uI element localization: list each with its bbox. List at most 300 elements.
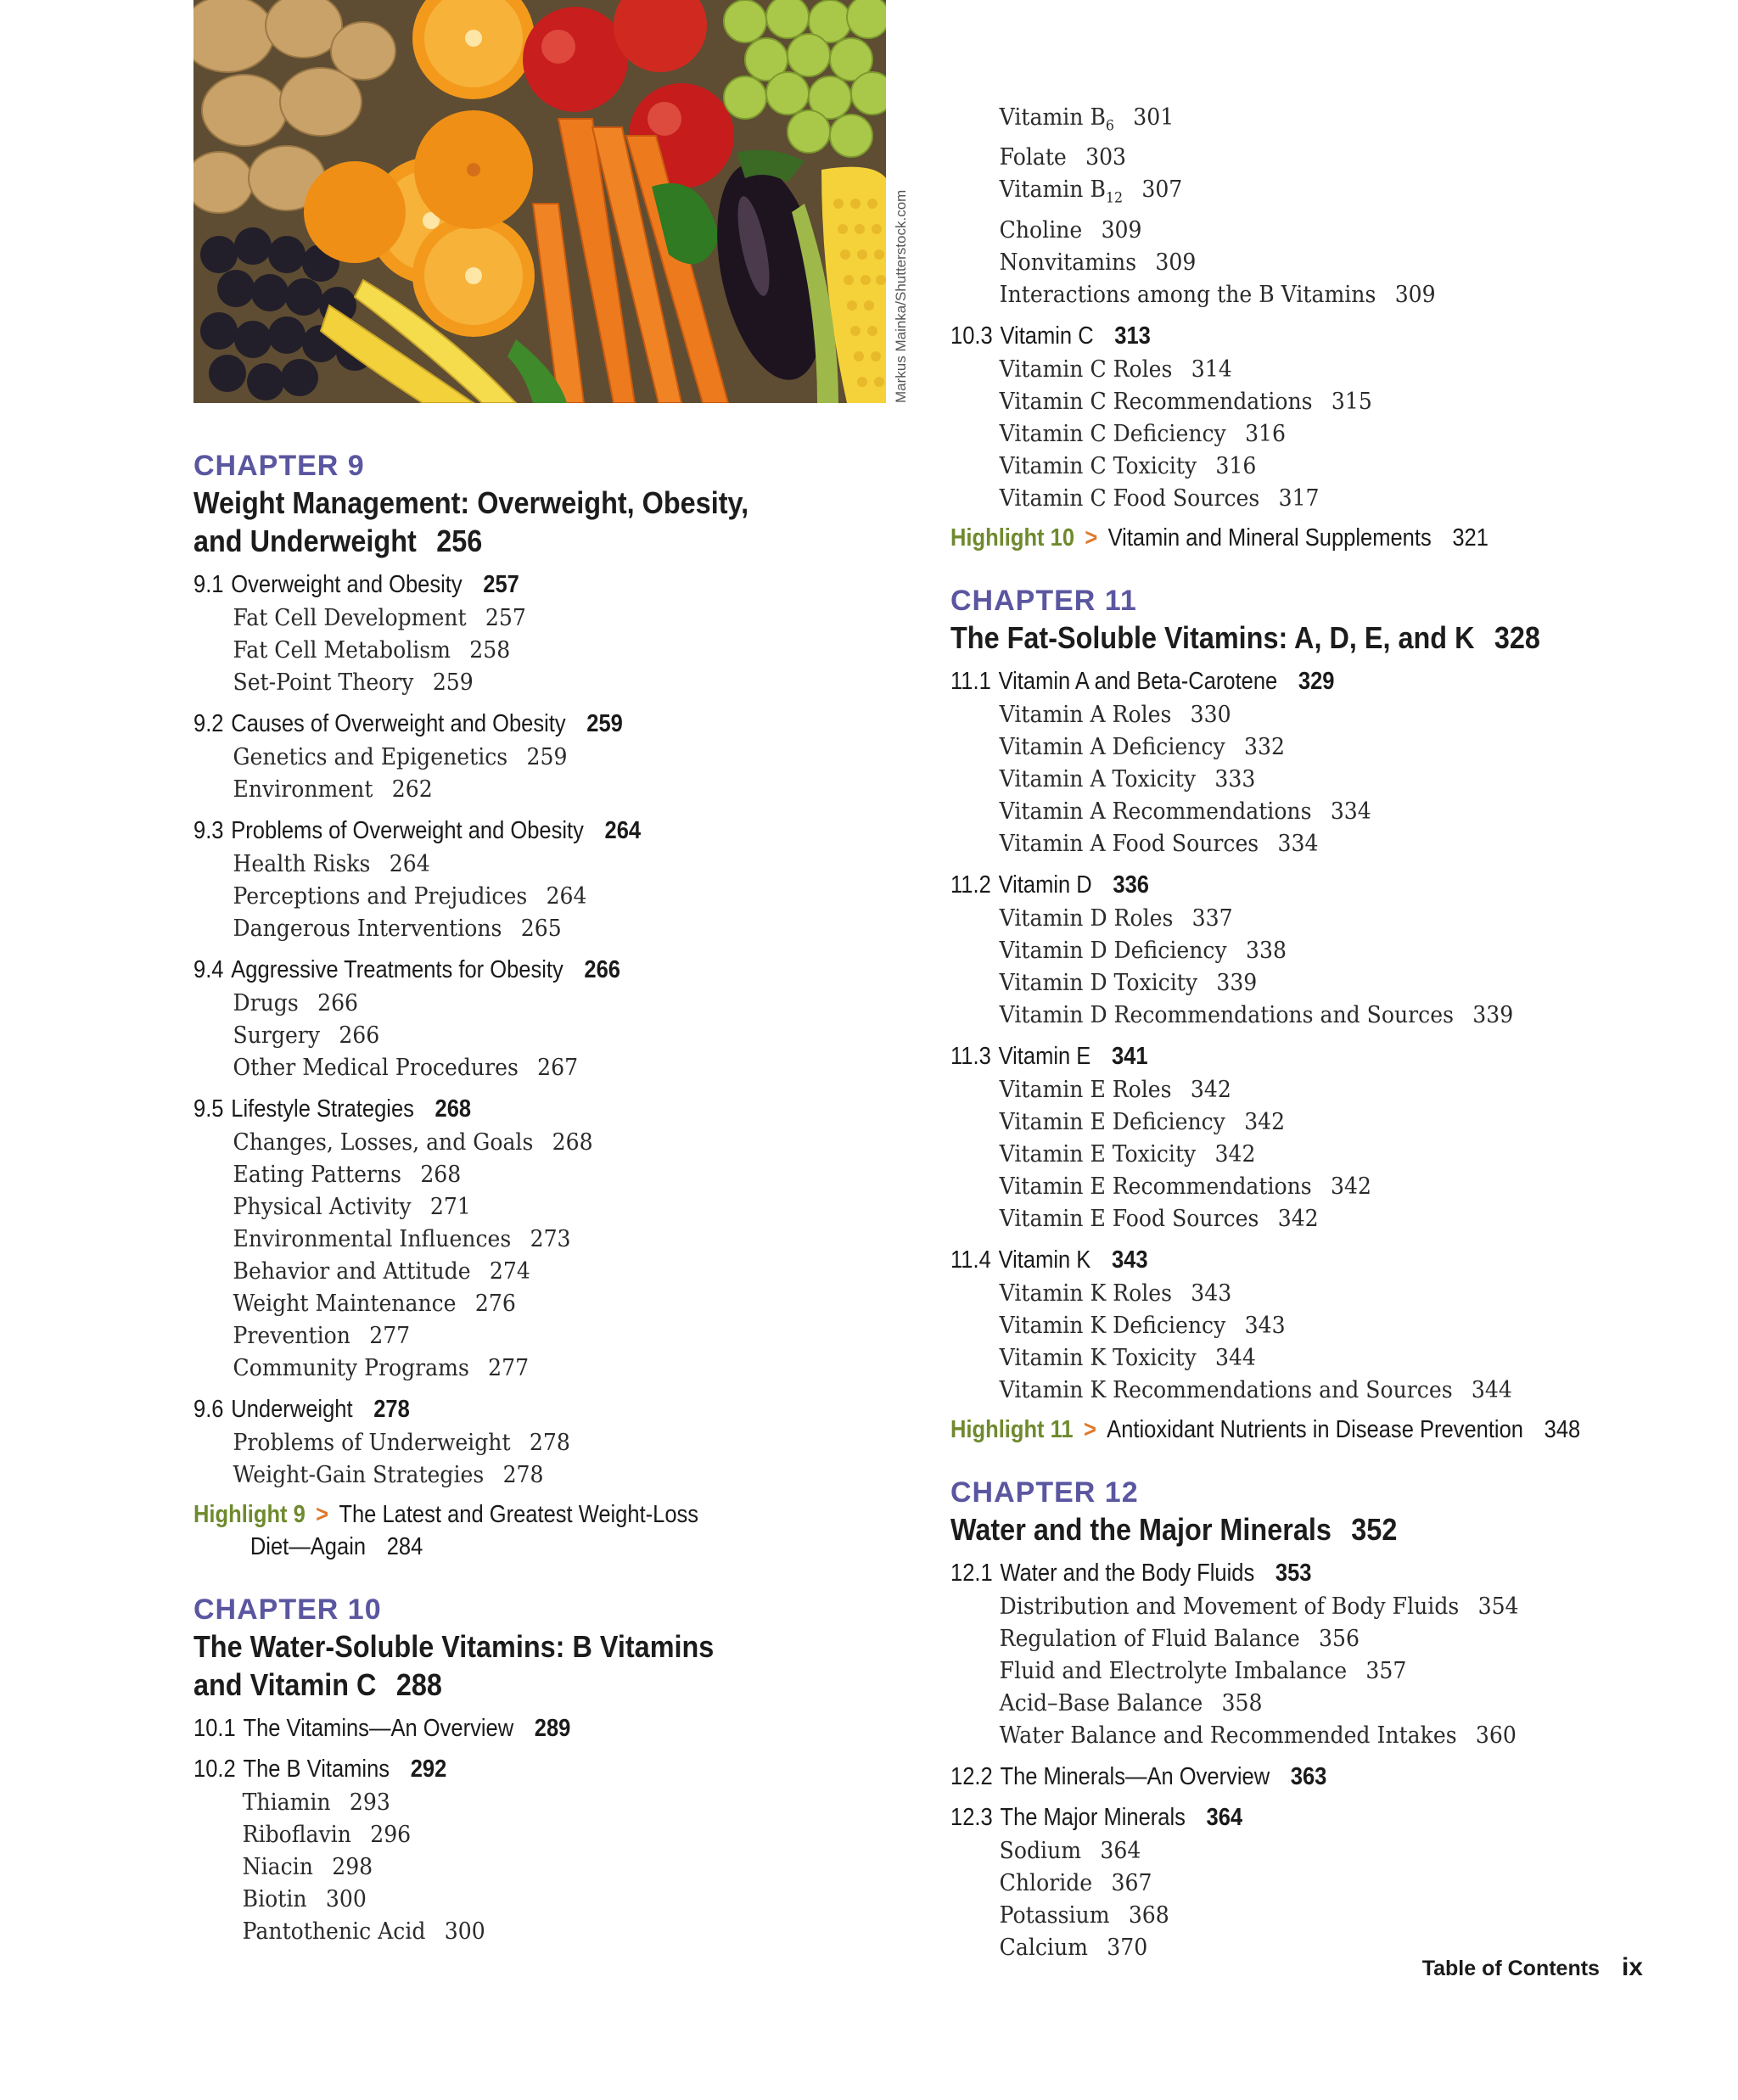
section-number: 9.1 [193, 571, 224, 598]
highlight-title-cont: Diet—Again [249, 1533, 367, 1560]
subsection-page: 317 [1278, 484, 1320, 512]
section-page: 336 [1113, 871, 1149, 899]
subsection-page: 360 [1475, 1722, 1517, 1749]
section-page: 278 [373, 1396, 410, 1423]
subsection-page: 342 [1244, 1108, 1286, 1135]
subsection-page: 337 [1191, 904, 1233, 932]
section-number: 10.2 [193, 1756, 236, 1783]
subsection-page: 367 [1111, 1869, 1152, 1896]
subsection-title: Water Balance and Recommended Intakes [999, 1722, 1457, 1749]
subsection-page: 296 [370, 1822, 412, 1848]
section-title: Lifestyle Strategies [231, 1095, 414, 1123]
toc-subsection[interactable] [950, 386, 1661, 418]
toc-subsection[interactable] [950, 1000, 1661, 1032]
produce-photo [193, 0, 886, 403]
highlight-page: 348 [1544, 1415, 1581, 1443]
chapter-title[interactable] [193, 484, 820, 560]
toc-subsection[interactable] [950, 1591, 1661, 1623]
subsection-title: Weight Maintenance [233, 1291, 457, 1317]
subsection-title: Vitamin D Toxicity [999, 969, 1198, 996]
toc-subsection[interactable] [193, 1787, 841, 1819]
subsection-title: Vitamin E Toxicity [999, 1140, 1197, 1168]
photo-credit: Markus Mainka/Shutterstock.com [893, 189, 909, 403]
subsection-page: 259 [432, 669, 474, 696]
subsection-page: 339 [1472, 1001, 1514, 1028]
chapter-label: CHAPTER 12 [950, 1476, 1139, 1509]
subsection-title: Environmental Influences [233, 1226, 512, 1252]
subsection-title: Dangerous Interventions [233, 916, 502, 942]
chapter-label: CHAPTER 9 [193, 450, 365, 482]
subsection-title: Vitamin E Food Sources [999, 1205, 1259, 1232]
subsection-page: 314 [1191, 356, 1232, 383]
section-title: The Vitamins—An Overview [243, 1715, 514, 1742]
subsection-title: Sodium [999, 1837, 1082, 1864]
subsection-title: Vitamin K Roles [999, 1280, 1172, 1307]
toc-subsection[interactable] [193, 1819, 841, 1851]
subsection-page: 339 [1216, 969, 1258, 996]
section-number: 9.5 [193, 1095, 224, 1123]
subsection-page: 333 [1214, 765, 1256, 792]
section-number: 10.3 [950, 322, 993, 350]
section-title: Vitamin D [998, 871, 1092, 899]
toc-subsection[interactable] [193, 1427, 841, 1459]
toc-subsection[interactable] [193, 667, 841, 699]
subsection-page: 262 [391, 776, 433, 803]
toc-subsection[interactable] [950, 1171, 1661, 1203]
section-number: 11.4 [950, 1246, 991, 1274]
subsection-page: 276 [474, 1291, 516, 1317]
subsection-page: 342 [1190, 1076, 1231, 1103]
chapter-title-line: The Fat-Soluble Vitamins: A, D, E, and K [950, 619, 1475, 655]
toc-section[interactable] [950, 1801, 1623, 1834]
subsection-title: Surgery [233, 1022, 321, 1049]
subsection-title: Perceptions and Prejudices [233, 883, 528, 910]
subsection-title: Calcium [999, 1934, 1088, 1961]
section-title: Water and the Body Fluids [1000, 1559, 1255, 1587]
chevron-right-icon: > [1083, 1415, 1096, 1443]
highlight-title: Antioxidant Nutrients in Disease Prevention [1107, 1415, 1523, 1443]
subsection-title: Eating Patterns [233, 1162, 401, 1188]
section-page: 292 [410, 1756, 447, 1783]
toc-subsection[interactable] [193, 1352, 841, 1385]
subsection-title: Physical Activity [233, 1194, 412, 1220]
section-page: 341 [1111, 1042, 1148, 1070]
subsection-title: Vitamin D Deficiency [999, 937, 1227, 964]
subsection-title: Distribution and Movement of Body Fluids [999, 1593, 1460, 1620]
subsection-title: Vitamin C Deficiency [999, 420, 1226, 447]
subsection-title: Vitamin C Roles [999, 356, 1173, 383]
highlight-title: The Latest and Greatest Weight-Loss [339, 1501, 699, 1528]
subsection-title: Prevention [233, 1323, 350, 1349]
subsection-page: 300 [444, 1918, 485, 1945]
subsection-title: Health Risks [233, 851, 371, 877]
running-footer-title: Table of Contents [1421, 1957, 1600, 1980]
toc-subsection[interactable] [950, 1375, 1661, 1407]
toc-left-column [193, 448, 889, 1948]
section-title: Underweight [231, 1396, 353, 1423]
subsection-page: 303 [1085, 144, 1127, 171]
subsection-page: 315 [1331, 388, 1372, 415]
subsection-page: 342 [1331, 1173, 1371, 1200]
chapter-page: 288 [395, 1667, 442, 1702]
subsection-page: 357 [1365, 1657, 1407, 1684]
subsection-title: Vitamin A Toxicity [999, 765, 1197, 792]
subsection-page: 368 [1128, 1901, 1169, 1929]
page-number: ix [1621, 1953, 1643, 1981]
toc-subsection[interactable] [950, 1623, 1661, 1655]
section-title: Vitamin K [998, 1246, 1091, 1274]
chevron-right-icon: > [316, 1501, 329, 1528]
subsection-title: Behavior and Attitude [233, 1258, 471, 1285]
subsection-title: Vitamin C Recommendations [999, 388, 1313, 415]
subsection-page: 370 [1107, 1934, 1148, 1961]
chapter-title-line: and Vitamin C [193, 1667, 377, 1702]
subsection-page: 343 [1191, 1280, 1232, 1307]
subsection-title: Regulation of Fluid Balance [999, 1625, 1300, 1652]
highlight-title: Vitamin and Mineral Supplements [1107, 524, 1432, 552]
page-footer [1422, 1953, 1643, 1982]
toc-subsection[interactable] [950, 279, 1661, 311]
subsection-page: 298 [332, 1854, 373, 1880]
subsection-page: 266 [317, 990, 359, 1016]
toc-subsection[interactable] [193, 1320, 841, 1352]
toc-subsection[interactable] [950, 1278, 1661, 1310]
subsection-title: Fat Cell Development [233, 605, 467, 631]
subsection-title: Vitamin A Roles [999, 701, 1172, 728]
subsection-title: Vitamin K Toxicity [999, 1344, 1197, 1371]
toc-section[interactable] [950, 1040, 1623, 1072]
section-page: 289 [534, 1715, 571, 1742]
toc-subsection[interactable] [193, 635, 841, 667]
toc-subsection[interactable] [950, 1835, 1661, 1868]
chapter-page: 256 [436, 524, 483, 558]
toc-subsection[interactable] [950, 174, 1661, 214]
subsection-title: Vitamin C Food Sources [999, 484, 1260, 512]
toc-section[interactable] [950, 320, 1623, 352]
section-title: The B Vitamins [243, 1756, 390, 1783]
toc-subsection[interactable] [950, 967, 1661, 1000]
subsection-page: 277 [488, 1355, 530, 1381]
subsection-page: 332 [1243, 733, 1285, 760]
toc-section[interactable] [193, 568, 806, 601]
subsection-page: 278 [529, 1430, 570, 1456]
subsection-page: 334 [1277, 830, 1319, 857]
subsection-page: 268 [552, 1129, 593, 1156]
subsection-title: Interactions among the B Vitamins [999, 281, 1376, 308]
toc-section[interactable] [193, 708, 806, 740]
subsection-page: 266 [339, 1022, 380, 1049]
toc-subsection[interactable] [950, 1900, 1661, 1932]
subsection-page: 258 [469, 637, 511, 664]
chapter-title[interactable] [193, 1627, 820, 1704]
toc-subsection[interactable] [950, 1203, 1661, 1235]
toc-section[interactable] [950, 1244, 1623, 1276]
toc-section[interactable] [193, 815, 806, 847]
toc-section[interactable] [950, 665, 1623, 697]
highlight-page: 321 [1452, 524, 1489, 552]
toc-subsection[interactable] [193, 913, 841, 945]
highlight-entry[interactable] [950, 1414, 1623, 1446]
subsection-page: 342 [1277, 1205, 1319, 1232]
subscript: 6 [1105, 117, 1114, 135]
toc-subsection[interactable] [193, 742, 841, 774]
toc-subsection[interactable] [193, 1191, 841, 1224]
subsection-page: 257 [485, 605, 526, 631]
toc-subsection[interactable] [193, 774, 841, 806]
section-number: 9.4 [193, 956, 224, 983]
section-title: Vitamin C [1000, 322, 1094, 350]
section-number: 9.6 [193, 1396, 224, 1423]
section-number: 11.2 [950, 871, 991, 899]
toc-subsection[interactable] [950, 483, 1661, 515]
section-page: 363 [1290, 1762, 1327, 1790]
section-page: 313 [1114, 322, 1151, 350]
highlight-entry[interactable] [193, 1498, 806, 1563]
subsection-page: 364 [1100, 1837, 1141, 1864]
subsection-page: 309 [1155, 249, 1197, 276]
toc-subsection[interactable] [193, 1851, 841, 1884]
subsection-title: Vitamin E Deficiency [999, 1108, 1225, 1135]
subsection-title: Acid–Base Balance [999, 1689, 1203, 1716]
subsection-page: 278 [502, 1462, 544, 1488]
toc-section[interactable] [193, 1393, 806, 1425]
toc-subsection[interactable] [193, 881, 841, 913]
subscript: 12 [1105, 189, 1124, 207]
toc-subsection[interactable] [950, 1139, 1661, 1171]
toc-section[interactable] [950, 1557, 1623, 1589]
subsection-title: Changes, Losses, and Goals [233, 1129, 534, 1156]
section-number: 11.1 [950, 667, 991, 695]
subsection-title: Vitamin D Roles [999, 904, 1174, 932]
subsection-page: 344 [1214, 1344, 1256, 1371]
toc-subsection[interactable] [950, 354, 1661, 386]
section-title: Problems of Overweight and Obesity [231, 817, 584, 844]
subsection-page: 268 [420, 1162, 462, 1188]
chapter-12 [950, 1475, 1714, 1964]
subsection-title: Vitamin E Roles [999, 1076, 1172, 1103]
section-title: Aggressive Treatments for Obesity [231, 956, 563, 983]
toc-right-column [950, 100, 1714, 1964]
subsection-page: 277 [369, 1323, 411, 1349]
subsection-title: Niacin [242, 1854, 313, 1880]
section-page: 257 [483, 571, 519, 598]
subsection-page: 267 [537, 1055, 579, 1081]
chapter-title[interactable] [950, 619, 1638, 657]
toc-section[interactable] [950, 869, 1623, 901]
subsection-title: Choline [999, 216, 1083, 244]
section-page: 266 [584, 956, 620, 983]
section-title: Vitamin A and Beta-Carotene [998, 667, 1278, 695]
toc-subsection[interactable] [950, 731, 1661, 764]
subsection-title: Genetics and Epigenetics [233, 744, 508, 770]
subsection-title: Vitamin K Deficiency [999, 1312, 1226, 1339]
section-title: Causes of Overweight and Obesity [231, 710, 566, 737]
subsection-page: 273 [530, 1226, 571, 1252]
subsection-page: 316 [1245, 420, 1287, 447]
subsection-title: Environment [233, 776, 373, 803]
toc-section[interactable] [193, 954, 806, 986]
toc-section[interactable] [193, 1712, 806, 1744]
chapter-11 [950, 583, 1714, 1446]
toc-subsection[interactable] [950, 247, 1661, 279]
toc-subsection[interactable] [193, 848, 841, 881]
toc-subsection[interactable] [950, 1074, 1661, 1106]
subsection-title: Weight-Gain Strategies [233, 1462, 485, 1488]
section-number: 9.3 [193, 817, 224, 844]
subsection-page: 301 [1133, 104, 1175, 131]
subsection-page: 264 [546, 883, 587, 910]
chevron-right-icon: > [1085, 524, 1098, 552]
highlight-label: Highlight 10 [950, 524, 1075, 552]
subsection-page: 330 [1190, 701, 1231, 728]
toc-section[interactable] [193, 1753, 806, 1785]
highlight-label: Highlight 11 [950, 1415, 1074, 1443]
toc-subsection[interactable] [950, 418, 1661, 451]
toc-subsection[interactable] [950, 102, 1661, 142]
toc-subsection[interactable] [950, 764, 1661, 796]
subsection-page: 274 [489, 1258, 530, 1285]
toc-section[interactable] [193, 1093, 806, 1125]
subsection-title: Pantothenic Acid [242, 1918, 426, 1945]
toc-subsection[interactable] [193, 1884, 841, 1916]
toc-subsection[interactable] [193, 1052, 841, 1084]
section-page: 259 [586, 710, 623, 737]
toc-subsection[interactable] [193, 1916, 841, 1948]
toc-subsection[interactable] [950, 1106, 1661, 1139]
subsection-title: Vitamin B [999, 104, 1106, 131]
toc-subsection[interactable] [950, 1688, 1661, 1720]
section-number: 10.1 [193, 1715, 236, 1742]
subsection-title: Fluid and Electrolyte Imbalance [999, 1657, 1348, 1684]
subsection-title: Vitamin A Food Sources [999, 830, 1259, 857]
chapter-title-line: Weight Management: Overweight, Obesity, [193, 485, 749, 520]
subsection-page: 309 [1101, 216, 1142, 244]
subsection-page: 307 [1141, 176, 1183, 204]
subsection-page: 344 [1471, 1376, 1512, 1403]
toc-subsection[interactable] [193, 988, 841, 1020]
section-number: 9.2 [193, 710, 224, 737]
subsection-page: 338 [1245, 937, 1287, 964]
section-number: 12.1 [950, 1559, 993, 1587]
section-title: Vitamin E [998, 1042, 1091, 1070]
section-page: 264 [604, 817, 642, 844]
toc-subsection[interactable] [950, 1310, 1661, 1342]
section-page: 353 [1275, 1559, 1312, 1587]
toc-subsection[interactable] [950, 1720, 1661, 1752]
toc-subsection[interactable] [193, 1127, 841, 1159]
chapter-10 [193, 1592, 889, 1948]
toc-subsection[interactable] [950, 699, 1661, 731]
toc-subsection[interactable] [193, 1020, 841, 1052]
subsection-title: Vitamin B [999, 176, 1106, 204]
toc-subsection[interactable] [950, 1342, 1661, 1375]
chapter-label: CHAPTER 11 [950, 584, 1137, 617]
subsection-page: 309 [1394, 281, 1436, 308]
subsection-title: Community Programs [233, 1355, 469, 1381]
subsection-title: Problems of Underweight [233, 1430, 511, 1456]
subsection-title: Vitamin C Toxicity [999, 452, 1197, 479]
subsection-page: 342 [1214, 1140, 1256, 1168]
toc-subsection[interactable] [193, 1159, 841, 1191]
toc-subsection[interactable] [950, 215, 1661, 247]
toc-subsection[interactable] [950, 903, 1661, 935]
section-page: 268 [434, 1095, 472, 1123]
section-page: 343 [1111, 1246, 1148, 1274]
subsection-title: Fat Cell Metabolism [233, 637, 451, 664]
subsection-title: Riboflavin [242, 1822, 351, 1848]
toc-subsection[interactable] [193, 1224, 841, 1256]
subsection-page: 265 [520, 916, 562, 942]
toc-section[interactable] [950, 1761, 1623, 1793]
subsection-page: 343 [1244, 1312, 1286, 1339]
toc-subsection[interactable] [950, 1868, 1661, 1900]
subsection-page: 259 [526, 744, 568, 770]
toc-subsection[interactable] [193, 1288, 841, 1320]
toc-subsection[interactable] [193, 1256, 841, 1288]
subsection-page: 271 [429, 1194, 471, 1220]
subsection-page: 316 [1215, 452, 1257, 479]
section-number: 11.3 [950, 1042, 991, 1070]
highlight-label: Highlight 9 [193, 1501, 306, 1528]
subsection-page: 300 [325, 1886, 367, 1912]
section-page: 329 [1298, 667, 1335, 695]
toc-subsection[interactable] [950, 935, 1661, 967]
toc-subsection[interactable] [950, 451, 1661, 483]
subsection-title: Biotin [242, 1886, 307, 1912]
subsection-title: Folate [999, 144, 1067, 171]
subsection-page: 334 [1330, 798, 1371, 825]
subsection-page: 356 [1319, 1625, 1360, 1652]
subsection-title: Set-Point Theory [233, 669, 414, 696]
chapter-title-line: and Underweight [193, 524, 417, 558]
chapter-title-line: Water and the Major Minerals [950, 1511, 1332, 1547]
subsection-title: Vitamin E Recommendations [999, 1173, 1312, 1200]
toc-subsection[interactable] [950, 1655, 1661, 1688]
toc-subsection[interactable] [950, 796, 1661, 828]
subsection-title: Drugs [233, 990, 299, 1016]
subsection-title: Other Medical Procedures [233, 1055, 519, 1081]
toc-subsection[interactable] [193, 1459, 841, 1492]
section-number: 12.2 [950, 1762, 993, 1790]
section-title: The Minerals—An Overview [1000, 1762, 1270, 1790]
chapter-label: CHAPTER 10 [193, 1593, 382, 1626]
subsection-title: Vitamin K Recommendations and Sources [999, 1376, 1453, 1403]
subsection-title: Nonvitamins [999, 249, 1137, 276]
highlight-page: 284 [386, 1533, 423, 1560]
subsection-title: Potassium [999, 1901, 1110, 1929]
subsection-title: Chloride [999, 1869, 1093, 1896]
section-title: Overweight and Obesity [231, 571, 463, 598]
subsection-page: 358 [1221, 1689, 1263, 1716]
toc-subsection[interactable] [950, 142, 1661, 174]
highlight-entry[interactable] [950, 522, 1623, 554]
subsection-title: Vitamin A Recommendations [999, 798, 1312, 825]
chapter-9 [193, 448, 889, 1563]
toc-subsection[interactable] [193, 602, 841, 635]
subsection-page: 293 [349, 1789, 390, 1816]
subsection-page: 354 [1477, 1593, 1519, 1620]
section-page: 364 [1206, 1803, 1243, 1831]
subsection-page: 264 [389, 851, 430, 877]
chapter-page: 352 [1351, 1511, 1398, 1547]
chapter-page: 328 [1494, 619, 1540, 655]
section-title: The Major Minerals [1000, 1803, 1186, 1831]
subsection-title: Vitamin A Deficiency [999, 733, 1225, 760]
chapter-title[interactable] [950, 1510, 1638, 1548]
subsection-title: Thiamin [242, 1789, 331, 1816]
toc-subsection[interactable] [950, 828, 1661, 860]
subsection-title: Vitamin D Recommendations and Sources [999, 1001, 1454, 1028]
